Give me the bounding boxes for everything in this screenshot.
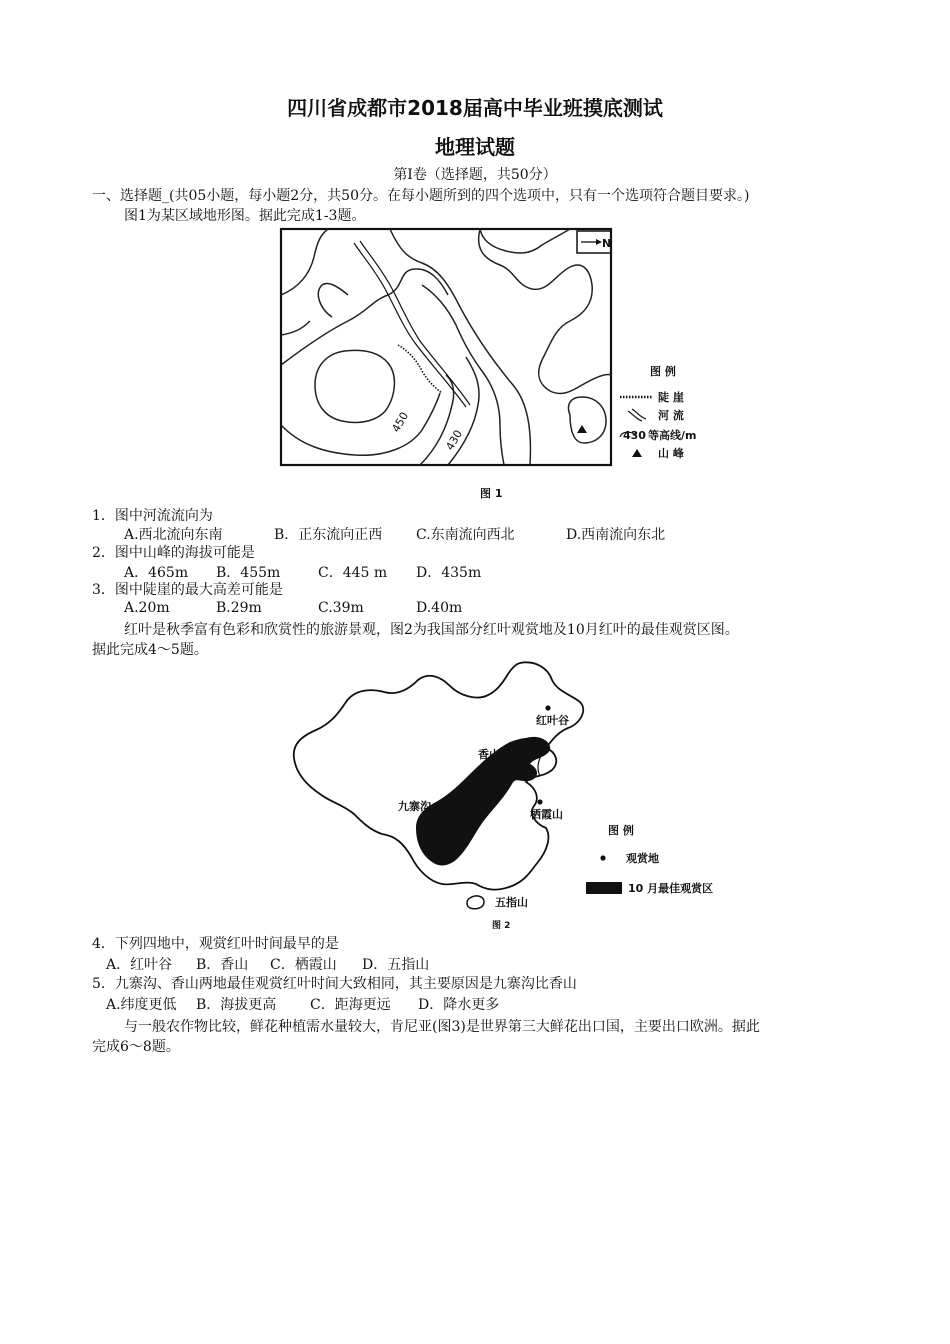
legend-site-label: 观赏地 [626,852,659,865]
north-label: N [602,237,612,250]
legend-title: 图 例 [650,365,676,378]
contour-line [281,393,440,455]
legend-area-label: 10 月最佳观赏区 [628,882,714,895]
figure2-caption: 图 2 [492,921,511,931]
question-1-option-d[interactable]: D.西南流向东北 [566,527,666,543]
contour-line [390,229,530,465]
contour-line [420,375,454,465]
intro-figure2-line2: 据此完成4～5题。 [92,642,208,658]
site-hongyegu-icon [545,705,550,710]
question-4-stem: 4．下列四地中，观赏红叶时间最早的是 [92,936,339,952]
legend-title: 图 例 [608,824,634,837]
question-2-option-c[interactable]: C．445 m [318,565,388,581]
figure2-china-map [290,658,714,933]
question-3-option-a[interactable]: A.20m [124,600,170,616]
question-3-option-d[interactable]: D.40m [416,600,463,616]
page-subtitle: 地理试题 [435,135,515,159]
question-3-stem: 3．图中陡崖的最大高差可能是 [92,582,283,598]
section-instruction: 一、选择题_(共05小题，每小题2分，共50分。在每小题所到的四个选项中，只有一个选项符合题目要求。) [92,188,750,204]
intro-figure3-line1: 与一般农作物比较，鲜花种植需水量较大，肯尼亚(图3)是世界第三大鲜花出口国，主要出口欧洲。据此 [124,1019,760,1035]
legend-area-icon [586,882,622,894]
intro-figure2-line1: 红叶是秋季富有色彩和欣赏性的旅游景观，图2为我国部分红叶观赏地及10月红叶的最佳观赏区图。 [124,622,739,638]
question-5-option-c[interactable]: C．距海更远 [310,997,391,1013]
legend-peak-label: 山 峰 [658,447,684,460]
site-qixiashan-label: 栖霞山 [530,808,563,821]
site-qixiashan-icon [537,799,542,804]
contour-label-450: 450 [389,409,412,435]
question-3-option-c[interactable]: C.39m [318,600,364,616]
question-4-option-b[interactable]: B．香山 [196,957,249,973]
legend-river-icon [628,409,646,421]
contour-line [315,350,394,422]
question-1-option-b[interactable]: B．正东流向正西 [274,527,383,543]
legend-cliff-label: 陡 崖 [658,391,684,404]
contour-label-430: 430 [443,427,466,453]
question-4-option-a[interactable]: A．红叶谷 [106,957,173,973]
section-heading: 第Ⅰ卷（选择题，共50分） [393,167,557,183]
page-title: 四川省成都市2018届高中毕业班摸底测试 [287,96,663,120]
site-wuzhishan-label: 五指山 [495,896,528,909]
contour-line [480,229,570,253]
site-jiuzhaigou-label: 九寨沟 [398,800,431,813]
question-2-stem: 2．图中山峰的海拔可能是 [92,545,255,561]
map-frame [281,229,611,465]
legend-river-label: 河 流 [658,409,684,422]
question-2-option-d[interactable]: D．435m [416,565,482,581]
site-xiangshan-label: 香山 [478,748,500,761]
question-5-option-b[interactable]: B．海拔更高 [196,997,277,1013]
site-hongyegu-label: 红叶谷 [536,714,569,727]
figure1-contour-map [270,225,740,470]
figure1-caption: 图 1 [480,487,503,500]
intro-figure3-line2: 完成6～8题。 [92,1039,180,1055]
question-1-option-c[interactable]: C.东南流向西北 [416,527,515,543]
contour-line [318,283,348,317]
mountain-peak-icon [577,425,587,433]
question-2-option-a[interactable]: A．465m [124,565,189,581]
question-3-option-b[interactable]: B.29m [216,600,262,616]
question-5-option-d[interactable]: D．降水更多 [418,997,500,1013]
hainan-island [467,896,484,909]
question-5-stem: 5．九寨沟、香山两地最佳观赏红叶时间大致相同，其主要原因是九寨沟比香山 [92,976,577,992]
question-1-option-a[interactable]: A.西北流向东南 [124,527,223,543]
intro-figure1: 图1为某区域地形图。据此完成1-3题。 [124,208,366,224]
legend-contour-label: 等高线/m [648,429,697,442]
question-4-option-c[interactable]: C．栖霞山 [270,957,337,973]
river [360,241,470,405]
contour-line [281,321,310,335]
legend-peak-icon [632,449,642,457]
question-5-option-a[interactable]: A.纬度更低 [106,997,177,1013]
contour-line [569,397,607,443]
question-4-option-d[interactable]: D．五指山 [362,957,430,973]
legend-site-icon [600,855,605,860]
question-2-option-b[interactable]: B．455m [216,565,281,581]
question-1-stem: 1．图中河流流向为 [92,508,213,524]
legend-contour-value: 430 [623,429,646,442]
